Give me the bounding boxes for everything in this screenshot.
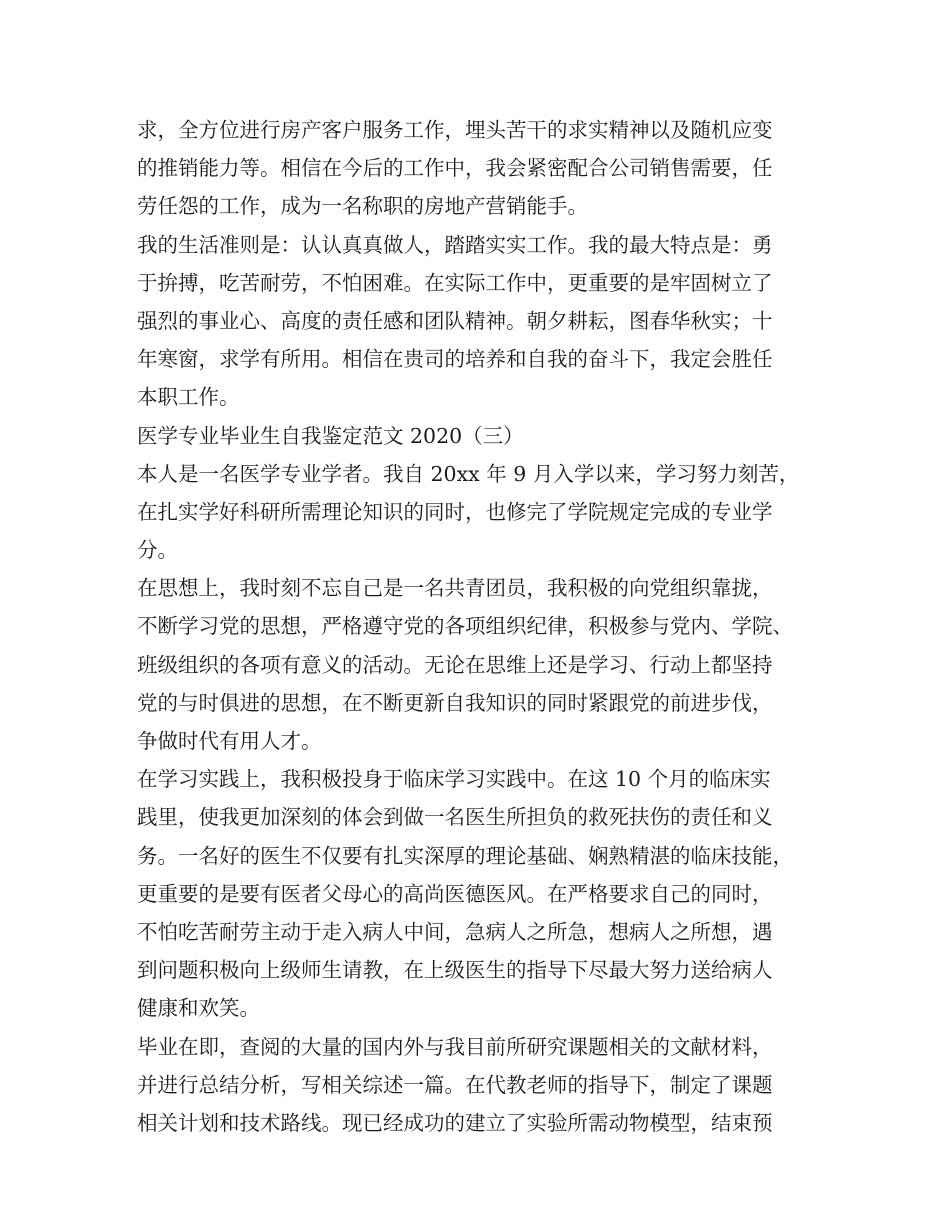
text-line: 本人是一名医学专业学者。我自 20xx 年 9 月入学以来，学习努力刻苦， (137, 461, 800, 486)
text-line: 毕业在即，查阅的大量的国内外与我目前所研究课题相关的文献材料， (137, 1034, 773, 1059)
text-line: 劳任怨的工作，成为一名称职的房地产营销能手。 (137, 194, 588, 219)
text-line: 在扎实学好科研所需理论知识的同时，也修完了学院规定完成的专业学 (137, 499, 773, 524)
text-line: 不断学习党的思想，严格遵守党的各项组织纪律，积极参与党内、学院、 (137, 614, 793, 639)
section-heading: 医学专业毕业生自我鉴定范文 2020（三） (137, 423, 524, 448)
text-line: 到问题积极向上级师生请教，在上级医生的指导下尽最大努力送给病人 (137, 958, 773, 983)
text-line: 践里，使我更加深刻的体会到做一名医生所担负的救死扶伤的责任和义 (137, 805, 773, 830)
text-line: 更重要的是要有医者父母心的高尚医德医风。在严格要求自己的同时， (137, 881, 773, 906)
text-line: 我的生活准则是：认认真真做人，踏踏实实工作。我的最大特点是：勇 (137, 232, 773, 257)
document-body (137, 111, 837, 1142)
text-line: 班级组织的各项有意义的活动。无论在思维上还是学习、行动上都坚持 (137, 652, 773, 677)
text-line: 分。 (137, 538, 178, 563)
text-line: 在思想上，我时刻不忘自己是一名共青团员，我积极的向党组织靠拢， (137, 576, 773, 601)
text-line: 不怕吃苦耐劳主动于走入病人中间，急病人之所急，想病人之所想，遇 (137, 919, 773, 944)
text-line: 争做时代有用人才。 (137, 729, 322, 753)
text-line: 强烈的事业心、高度的责任感和团队精神。朝夕耕耘，图春华秋实；十 (137, 308, 773, 333)
text-line: 务。一名好的医生不仅要有扎实深厚的理论基础、娴熟精湛的临床技能， (137, 843, 793, 868)
text-line: 相关计划和技术路线。现已经成功的建立了实验所需动物模型，结束预 (137, 1110, 773, 1135)
text-line: 在学习实践上，我积极投身于临床学习实践中。在这 10 个月的临床实 (137, 767, 771, 792)
text-line: 本职工作。 (137, 385, 240, 410)
text-line: 于拚搏，吃苦耐劳，不怕困难。在实际工作中，更重要的是牢固树立了 (137, 270, 773, 295)
text-line: 党的与时俱进的思想，在不断更新自我知识的同时紧跟党的前进步伐， (137, 690, 773, 715)
text-line: 健康和欢笑。 (137, 996, 260, 1021)
text-line: 并进行总结分析，写相关综述一篇。在代教老师的指导下，制定了课题 (137, 1072, 773, 1097)
text-line: 年寒窗，求学有所用。相信在贵司的培养和自我的奋斗下，我定会胜任 (137, 347, 773, 372)
text-line: 的推销能力等。相信在今后的工作中，我会紧密配合公司销售需要，任 (137, 156, 773, 181)
text-line: 求，全方位进行房产客户服务工作，埋头苦干的求实精神以及随机应变 (137, 118, 773, 142)
